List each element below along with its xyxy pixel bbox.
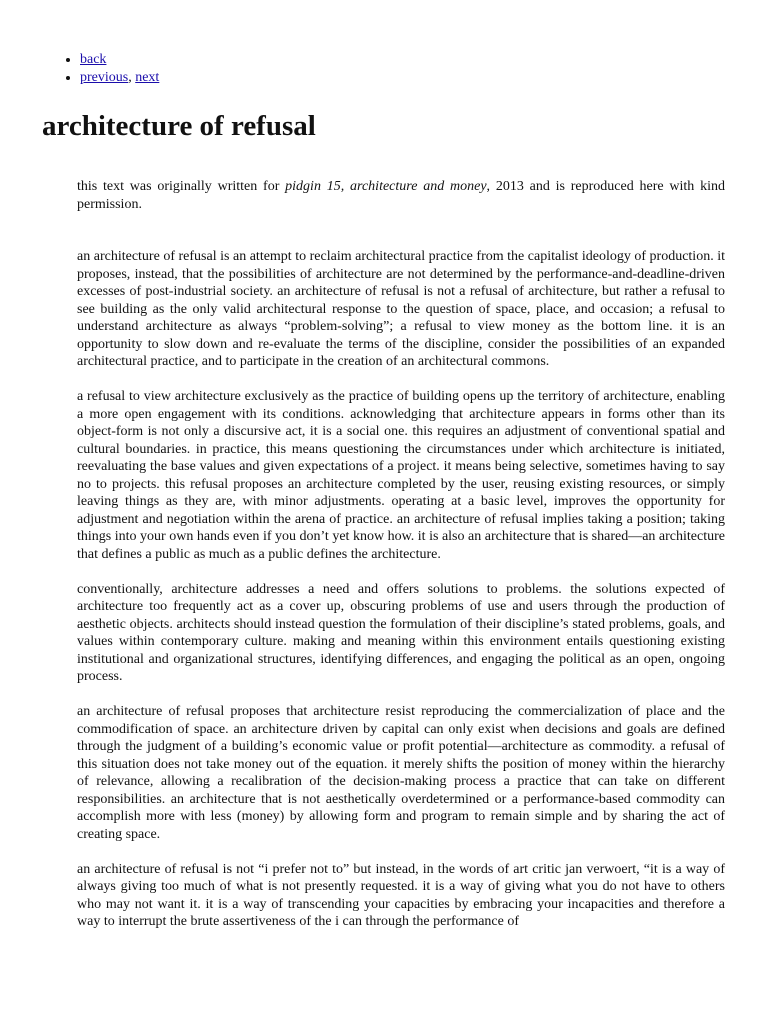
- paragraph-5: an architecture of refusal is not “i prefer not to” but instead, in the words of art critic jan verwoert, “it is a way of always giving too much of what is not presently requested. it is a way of giving what you do not have to others who may not want it. it is a way of transcending your capacities by embracing your incapacities and therefore a way to interrupt the brute assertiveness of the i can through the performance of: [77, 861, 725, 929]
- next-link[interactable]: next: [135, 70, 160, 85]
- nav-separator: ,: [128, 70, 136, 85]
- page-title: architecture of refusal: [42, 110, 316, 142]
- intro-paragraph: [77, 178, 725, 213]
- page-nav: [60, 51, 159, 87]
- paragraph-4: an architecture of refusal proposes that architecture resist reproducing the commercialization of place and the commodification of space. an architecture driven by capital can only exist when decisions and goals are defined through the judgment of a building’s economic value or profit potential—architecture as commodity. a refusal of this situation does not take money out of the equation. it merely shifts the position of money within the hierarchy of relevance, allowing a recalibration of the decision-making process a practice that can take on different responsibilities. an architecture that is not aesthetically overdetermined or a performance-based commodity can accomplish more with less (money) by allowing form and program to remain simple and by sharing the act of creating space.: [77, 704, 725, 842]
- nav-item-back: [80, 51, 159, 69]
- paragraph-3: conventionally, architecture addresses a need and offers solutions to problems. the solutions expected of architecture too frequently act as a cover up, obscuring problems of use and users through the production of aesthetic objects. architects should instead question the formulation of their discipline’s stated problems, goals, and values within contemporary culture. making and meaning within this environment entails questioning existing institutional and organizational structures, identifying differences, and engaging the political as an open, ongoing process.: [77, 581, 725, 684]
- paragraph-2: a refusal to view architecture exclusively as the practice of building opens up the territory of architecture, enabling a more open engagement with its conditions. acknowledging that architecture appears in forms other than its object-form is not only a discursive act, it is a social one. this requires an adjustment of conventional spatial and cultural boundaries. in practice, this means questioning the circumstances under which architecture is initiated, reevaluating the base values and given expectations of a project. it means being selective, sometimes having to say no to projects. this refusal proposes an architecture completed by the user, reusing existing resources, or simply leaving things as they are, with minor adjustments. operating at a basic level, improves the opportunity for adjustment and negotiation within the arena of practice. an architecture of refusal implies taking a position; taking things into your own hands even if you don’t yet know how. it is also an architecture that is shared—an architecture that defines a public as much as a public defines the architecture.: [77, 389, 725, 562]
- intro-prefix: this text was originally written for: [77, 179, 286, 194]
- nav-item-prev-next: [80, 69, 159, 87]
- paragraph-1: an architecture of refusal is an attempt to reclaim architectural practice from the capitalist ideology of production. it proposes, instead, that the possibilities of architecture are not determined by the performance-and-deadline-driven excesses of post-industrial society. an architecture of refusal is not a refusal of architecture, but rather a refusal to see building as the only valid architectural response to the question of space, place, and occasion; a refusal to understand architecture as always “problem-solving”; a refusal to view money as the bottom line. it is an opportunity to slow down and re-evaluate the terms of the discipline, consider the possibilities of an expanded architectural practice, and to participate in the creation of an architectural commons.: [77, 249, 725, 369]
- article-body: [77, 178, 725, 931]
- back-link[interactable]: back: [80, 52, 107, 67]
- intro-source: pidgin 15, architecture and money: [285, 179, 487, 194]
- intro-suffix: , 2013 and is reproduced here with kind permission.: [77, 179, 725, 212]
- previous-link[interactable]: previous: [80, 70, 129, 85]
